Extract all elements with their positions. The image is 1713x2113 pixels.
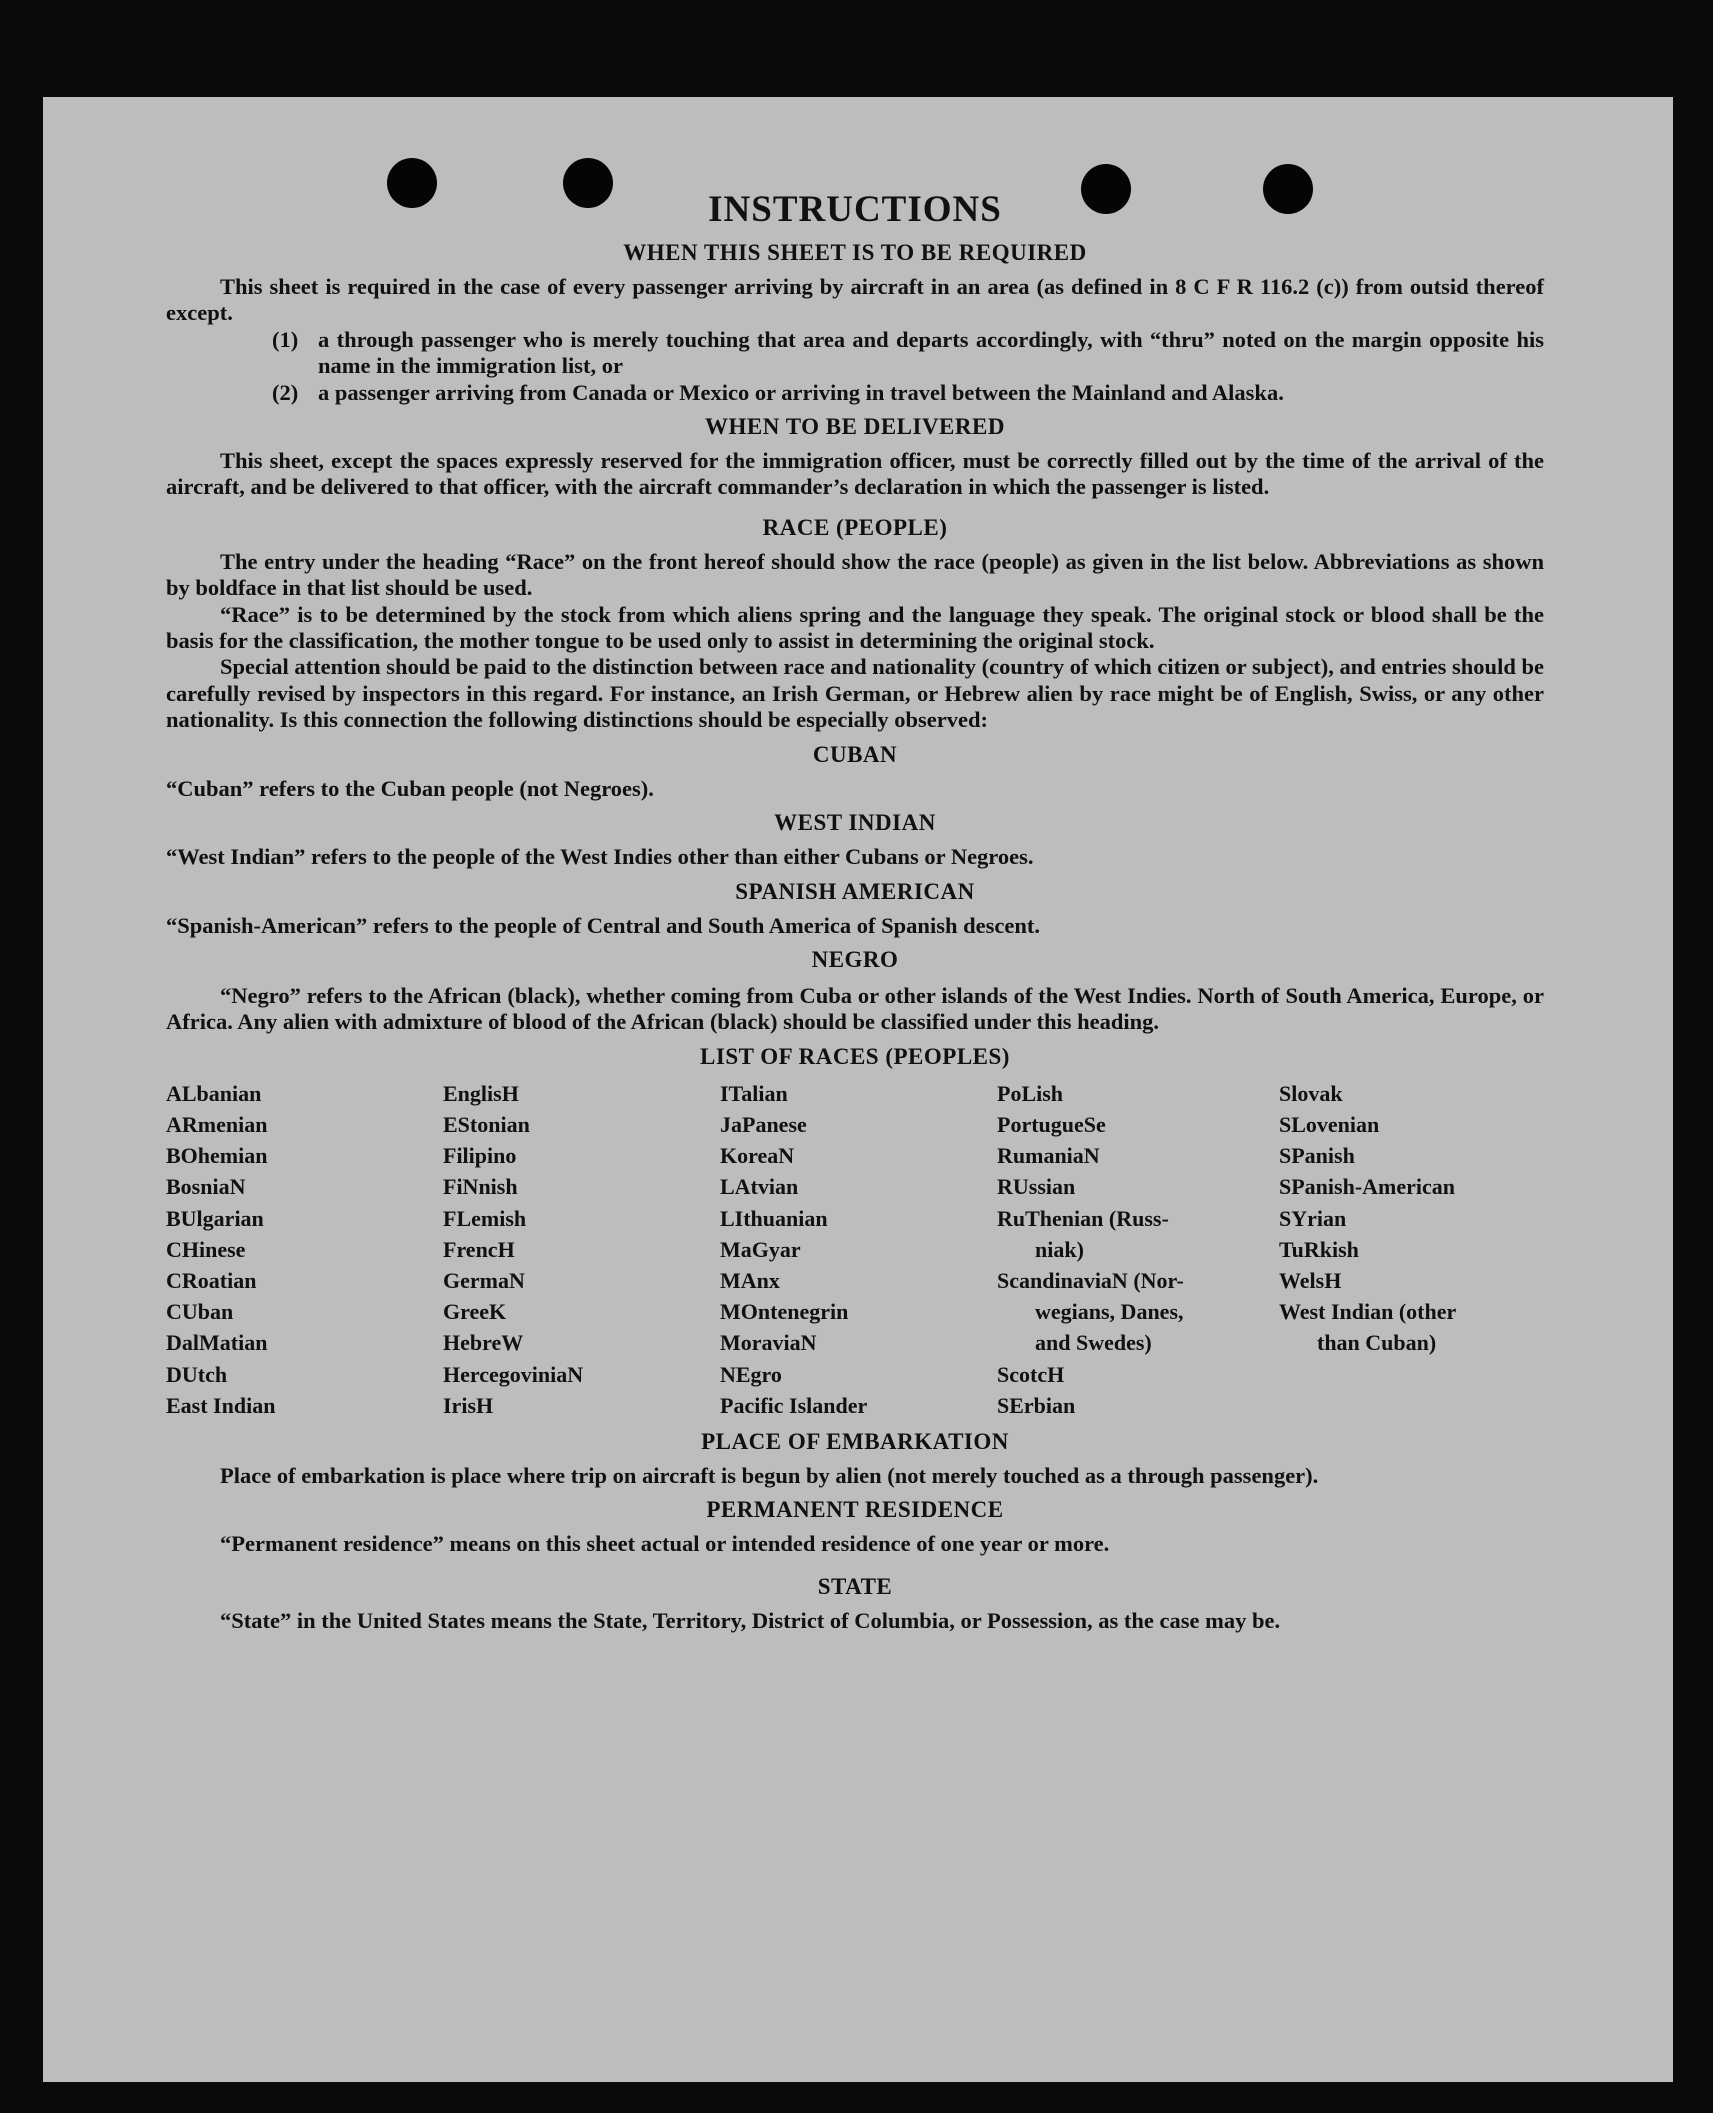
race-entry: East Indian: [166, 1392, 276, 1418]
heading-race: RACE (PEOPLE): [762, 514, 948, 540]
races-column: [997, 1078, 1279, 1421]
race-entry: SYrian: [1279, 1205, 1347, 1231]
item-number: (1): [272, 326, 299, 352]
race-entry: wegians, Danes,: [1035, 1299, 1184, 1325]
race-entry: GermaN: [443, 1267, 525, 1293]
cuban-text: “Cuban” refers to the Cuban people (not Negroes).: [166, 775, 654, 801]
race-entry: GreeK: [443, 1299, 507, 1325]
race-entry: JaPanese: [720, 1111, 807, 1137]
race-entry: ARmenian: [166, 1111, 268, 1137]
race-entry: Slovak: [1279, 1080, 1343, 1106]
race-entry: ALbanian: [166, 1080, 262, 1106]
race-entry: SPanish-American: [1279, 1174, 1455, 1200]
race-entry: ScotcH: [997, 1361, 1065, 1387]
negro-text: “Negro” refers to the African (black), whether coming from Cuba or other islands of the West Indies. North of South America, Europe, or Africa. Any alien with admixture of blood of the African (black) should be classified under this heading.: [166, 982, 1544, 1035]
race-paragraph: “Race” is to be determined by the stock from which aliens spring and the language they speak. The original stock or blood shall be the basis for the classification, the mother tongue to be used only to assist in determining the original stock.: [166, 601, 1544, 654]
heading-west-indian: WEST INDIAN: [774, 810, 936, 836]
west-indian-text: “West Indian” refers to the people of the West Indies other than either Cubans or Negroes.: [166, 844, 1034, 870]
heading-races-list: LIST OF RACES (PEOPLES): [700, 1043, 1010, 1069]
race-entry: PortugueSe: [997, 1111, 1106, 1137]
race-entry: and Swedes): [1035, 1330, 1152, 1356]
race-entry: TuRkish: [1279, 1236, 1359, 1262]
race-entry: HebreW: [443, 1330, 524, 1356]
race-entry: DalMatian: [166, 1330, 268, 1356]
race-entry: FrencH: [443, 1236, 515, 1262]
race-entry: BOhemian: [166, 1143, 268, 1169]
exception-item: [166, 327, 1544, 380]
race-entry: ITalian: [720, 1080, 788, 1106]
instructions-content: [166, 188, 1544, 1634]
race-entry: SLovenian: [1279, 1111, 1380, 1137]
race-entry: MAnx: [720, 1267, 780, 1293]
page-title: INSTRUCTIONS: [708, 189, 1002, 230]
race-entry: KoreaN: [720, 1143, 795, 1169]
race-entry: Pacific Islander: [720, 1392, 868, 1418]
state-text: “State” in the United States means the State, Territory, District of Columbia, or Possession, as the case may be.: [220, 1607, 1281, 1633]
race-entry: LAtvian: [720, 1174, 799, 1200]
race-entry: FLemish: [443, 1205, 527, 1231]
race-entry: DUtch: [166, 1361, 228, 1387]
race-entry: MOntenegrin: [720, 1299, 849, 1325]
race-entry: than Cuban): [1317, 1330, 1437, 1356]
race-entry: WelsH: [1279, 1267, 1342, 1293]
race-entry: CUban: [166, 1299, 234, 1325]
item-number: (2): [272, 379, 299, 405]
heading-cuban: CUBAN: [812, 741, 898, 767]
heading-spanish-american: SPANISH AMERICAN: [735, 878, 975, 904]
race-entry: ScandinaviaN (Nor-: [997, 1267, 1184, 1293]
race-entry: MoraviaN: [720, 1330, 817, 1356]
race-entry: RUssian: [997, 1174, 1076, 1200]
races-column: [443, 1078, 720, 1421]
races-list: [166, 1078, 1544, 1421]
race-paragraph: Special attention should be paid to the distinction between race and nationality (country of which citizen or subject), and entries should be carefully revised by inspectors in this regard. For instance, an Irish German, or Hebrew alien by race might be of English, Swiss, or any other nationality. Is this connection the following distinctions should be especially observed:: [166, 654, 1544, 733]
heading-delivered: WHEN TO BE DELIVERED: [705, 414, 1005, 440]
heading-state: STATE: [817, 1573, 893, 1599]
race-entry: PoLish: [997, 1080, 1064, 1106]
races-column: [166, 1078, 443, 1421]
required-intro: This sheet is required in the case of every passenger arriving by aircraft in an area (as defined in 8 C F R 116.2 (c)) from outsid thereof except.: [166, 274, 1544, 326]
race-paragraph: The entry under the heading “Race” on the front hereof should show the race (people) as given in the list below. Abbreviations as shown by boldface in that list should be used.: [166, 548, 1544, 601]
race-entry: NEgro: [720, 1361, 782, 1387]
race-entry: RumaniaN: [997, 1143, 1100, 1169]
race-entry: LIthuanian: [720, 1205, 828, 1231]
embarkation-text: Place of embarkation is place where trip on aircraft is begun by alien (not merely touched as a through passenger).: [220, 1462, 1319, 1488]
heading-negro: NEGRO: [811, 946, 899, 972]
race-entry: SErbian: [997, 1392, 1076, 1418]
race-entry: niak): [1035, 1236, 1084, 1262]
heading-required: WHEN THIS SHEET IS TO BE REQUIRED: [623, 240, 1087, 265]
races-column: [1279, 1078, 1544, 1421]
residence-text: “Permanent residence” means on this sheet actual or intended residence of one year or more.: [220, 1531, 1110, 1557]
race-entry: MaGyar: [720, 1236, 801, 1262]
heading-residence: PERMANENT RESIDENCE: [706, 1497, 1004, 1523]
race-entry: BosniaN: [166, 1174, 246, 1200]
exception-item: [166, 380, 1544, 406]
races-column: [720, 1078, 997, 1421]
delivered-text: This sheet, except the spaces expressly reserved for the immigration officer, must be correctly filled out by the time of the arrival of the aircraft, and be delivered to that officer, with the aircraft commander’s declaration in which the passenger is listed.: [166, 448, 1544, 500]
race-entry: FiNnish: [443, 1174, 518, 1200]
item-text: a passenger arriving from Canada or Mexico or arriving in travel between the Mainland and Alaska.: [318, 379, 1284, 405]
race-entry: RuThenian (Russ-: [997, 1205, 1169, 1231]
race-entry: SPanish: [1279, 1143, 1355, 1169]
race-entry: BUlgarian: [166, 1205, 264, 1231]
race-entry: EnglisH: [443, 1080, 519, 1106]
race-entry: HercegoviniaN: [443, 1361, 584, 1387]
spanish-american-text: “Spanish-American” refers to the people of Central and South America of Spanish descent.: [166, 912, 1040, 938]
race-entry: CRoatian: [166, 1267, 257, 1293]
race-entry: Filipino: [443, 1143, 517, 1169]
race-entry: CHinese: [166, 1236, 246, 1262]
race-entry: EStonian: [443, 1111, 530, 1137]
item-text: a through passenger who is merely touching that area and departs accordingly, with “thru” noted on the margin opposite his name in the immigration list, or: [318, 326, 1544, 379]
heading-embarkation: PLACE OF EMBARKATION: [701, 1428, 1009, 1454]
race-entry: West Indian (other: [1279, 1299, 1457, 1325]
race-entry: IrisH: [443, 1392, 494, 1418]
